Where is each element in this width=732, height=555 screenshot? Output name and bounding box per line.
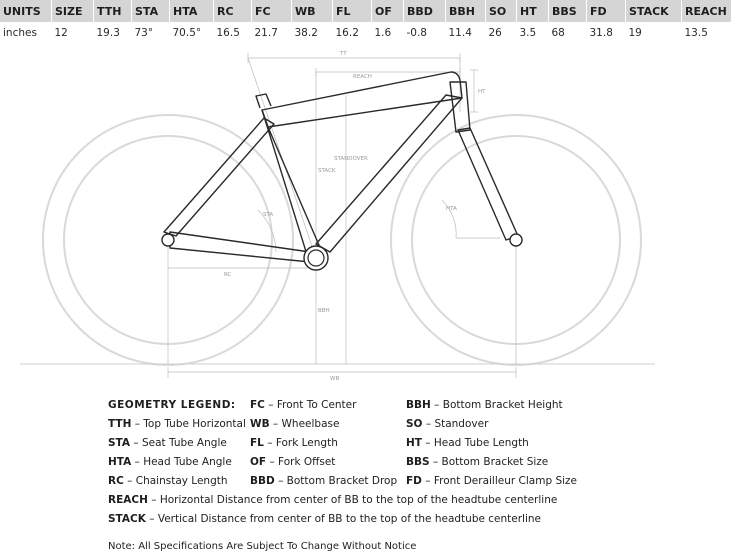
- header-cell: SIZE: [52, 0, 94, 22]
- geometry-table-values: [0, 22, 732, 44]
- header-cell: BBH: [446, 0, 486, 22]
- value-cell: 12: [54, 27, 68, 39]
- value-cell: inches: [3, 27, 37, 39]
- legend-item-bbs: BBS – Bottom Bracket Size: [406, 456, 549, 468]
- chain-stay: [170, 232, 310, 262]
- header-cell: TTH: [94, 0, 132, 22]
- header-cell: FL: [333, 0, 372, 22]
- value-cell: 31.8: [589, 27, 613, 39]
- legend-item-sta: STA – Seat Tube Angle: [108, 437, 227, 449]
- header-cell: STA: [132, 0, 170, 22]
- bbh-label: BBH: [318, 308, 330, 314]
- value-cell: 11.4: [448, 27, 472, 39]
- down-tube: [316, 95, 462, 252]
- legend-item-stack: STACK – Vertical Distance from center of BB to the top of the headtube centerline: [108, 513, 542, 525]
- rear-axle: [162, 234, 174, 246]
- header-cell: RC: [214, 0, 252, 22]
- legend-item-reach: REACH – Horizontal Distance from center of BB to the top of the headtube centerline: [108, 494, 558, 506]
- header-cell: FC: [252, 0, 292, 22]
- legend-item-wb: WB – Wheelbase: [250, 418, 340, 430]
- legend-item-of: OF – Fork Offset: [250, 456, 336, 468]
- legend-item-bbd: BBD – Bottom Bracket Drop: [250, 475, 398, 487]
- header-cell: REACH: [682, 0, 732, 22]
- sta-label: STA: [263, 212, 274, 218]
- value-cell: 13.5: [684, 27, 708, 39]
- top-tube: [262, 72, 462, 127]
- header-cell: HT: [517, 0, 549, 22]
- bike-geometry-diagram: [0, 44, 673, 389]
- header-cell: BBD: [404, 0, 446, 22]
- header-cell: BBS: [549, 0, 587, 22]
- seat-post: [256, 94, 271, 108]
- reach-label: REACH: [353, 74, 372, 80]
- header-cell: OF: [372, 0, 404, 22]
- hta-label: HTA: [446, 206, 457, 212]
- value-cell: 16.2: [335, 27, 359, 39]
- value-cell: 21.7: [254, 27, 278, 39]
- header-cell: STACK: [626, 0, 682, 22]
- geometry-table-header: [0, 0, 732, 22]
- value-cell: 19: [628, 27, 642, 39]
- legend-item-bbh: BBH – Bottom Bracket Height: [406, 399, 563, 411]
- legend-item-so: SO – Standover: [406, 418, 489, 430]
- legend-item-ht: HT – Head Tube Length: [406, 437, 529, 449]
- value-cell: 38.2: [294, 27, 318, 39]
- legend-item-fl: FL – Fork Length: [250, 437, 338, 449]
- value-cell: 70.5°: [172, 27, 202, 39]
- legend-item-tth: TTH – Top Tube Horizontal: [108, 418, 246, 430]
- legend-item-fc: FC – Front To Center: [250, 399, 357, 411]
- value-cell: 26: [488, 27, 502, 39]
- front-axle: [510, 234, 522, 246]
- legend-item-rc: RC – Chainstay Length: [108, 475, 228, 487]
- legend-item-fd: FD – Front Derailleur Clamp Size: [406, 475, 578, 487]
- value-cell: 68: [551, 27, 565, 39]
- standover-label: STANDOVER: [334, 156, 368, 162]
- disclaimer-note: Note: All Specifications Are Subject To Change Without Notice: [108, 541, 417, 552]
- bike-frame: [164, 72, 518, 262]
- geometry-table: [0, 0, 732, 44]
- value-cell: 19.3: [96, 27, 120, 39]
- value-cell: 3.5: [519, 27, 537, 39]
- legend-item-hta: HTA – Head Tube Angle: [108, 456, 232, 468]
- stack-label: STACK: [318, 168, 336, 174]
- value-cell: 1.6: [374, 27, 392, 39]
- tt-label: TT: [340, 51, 347, 57]
- value-cell: 73°: [134, 27, 154, 39]
- wb-label: WB: [330, 376, 340, 382]
- value-cell: -0.8: [406, 27, 427, 39]
- header-cell: UNITS: [0, 0, 52, 22]
- fork: [458, 128, 518, 240]
- value-cell: 16.5: [216, 27, 240, 39]
- header-cell: HTA: [170, 0, 214, 22]
- header-cell: SO: [486, 0, 517, 22]
- header-cell: WB: [292, 0, 333, 22]
- ht-label: HT: [478, 89, 486, 95]
- seat-stay: [164, 118, 274, 236]
- header-cell: FD: [587, 0, 626, 22]
- rc-label: RC: [224, 272, 232, 278]
- legend-title: GEOMETRY LEGEND:: [108, 399, 236, 411]
